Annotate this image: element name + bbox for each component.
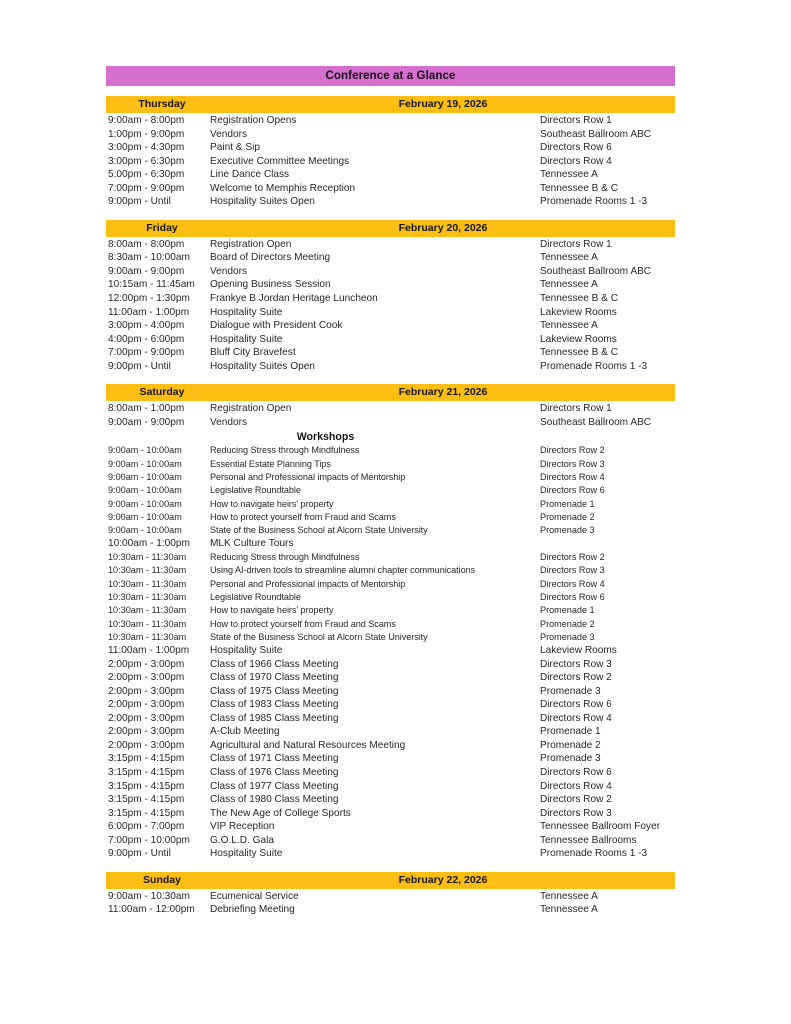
workshops-subheading: Workshops — [296, 431, 355, 444]
event-location: Lakeview Rooms — [540, 306, 617, 318]
event-time: 11:00am - 12:00pm — [108, 904, 195, 916]
schedule-row — [106, 538, 675, 552]
schedule-row — [106, 835, 675, 849]
event-time: 9:00am - 10:00am — [108, 511, 182, 522]
event-location: Promenade 3 — [540, 631, 595, 642]
event-location: Tennessee A — [540, 169, 598, 181]
schedule-row — [106, 252, 675, 266]
event-time: 7:00pm - 10:00pm — [108, 834, 190, 846]
event-title: Registration Open — [210, 403, 292, 415]
schedule-row — [106, 512, 675, 525]
event-time: 10:30am - 11:30am — [108, 565, 187, 576]
day-date: February 20, 2026 — [398, 221, 488, 234]
event-time: 7:00pm - 9:00pm — [108, 347, 185, 359]
schedule-row — [106, 659, 675, 673]
event-location: Directors Row 6 — [540, 699, 612, 711]
day-name: Saturday — [139, 386, 185, 399]
event-time: 10:30am - 11:30am — [108, 631, 187, 642]
schedule-row — [106, 445, 675, 458]
event-location: Tennessee B & C — [540, 182, 618, 194]
schedule-row — [106, 904, 675, 918]
event-time: 8:30am - 10:00am — [108, 252, 190, 264]
schedule-row — [106, 266, 675, 280]
event-location: Directors Row 1 — [540, 238, 612, 250]
event-location: Tennessee A — [540, 252, 598, 264]
event-time: 6:00pm - 7:00pm — [108, 821, 185, 833]
event-title: Class of 1977 Class Meeting — [210, 780, 339, 792]
event-title: Personal and Professional impacts of Mentorship — [210, 471, 406, 482]
event-time: 10:30am - 11:30am — [108, 591, 187, 602]
event-title: Ecumenical Service — [210, 890, 299, 902]
event-title: Opening Business Session — [210, 279, 331, 291]
event-time: 9:00am - 10:00am — [108, 471, 182, 482]
day-date: February 19, 2026 — [398, 98, 488, 110]
schedule-row — [106, 334, 675, 348]
schedule-row — [106, 565, 675, 578]
event-location: Directors Row 1 — [540, 115, 612, 126]
event-location: Promenade 3 — [540, 753, 601, 765]
event-time: 10:30am - 11:30am — [108, 578, 187, 589]
event-time: 9:00am - 8:00pm — [108, 115, 185, 126]
event-location: Directors Row 2 — [540, 552, 605, 563]
event-title: Legislative Roundtable — [210, 591, 301, 602]
section-spacer — [106, 210, 675, 220]
event-time: 3:15pm - 4:15pm — [108, 780, 185, 792]
schedule-row — [106, 525, 675, 538]
event-title: Board of Directors Meeting — [210, 252, 331, 264]
event-location: Promenade Rooms 1 -3 — [540, 360, 648, 372]
schedule-row — [106, 726, 675, 740]
event-time: 9:00am - 10:00am — [108, 525, 182, 536]
day-header-bar — [106, 384, 675, 401]
event-time: 10:30am - 11:30am — [108, 552, 187, 563]
event-location: Promenade 1 — [540, 726, 601, 738]
event-time: 9:00am - 10:00am — [108, 498, 182, 509]
event-location: Tennessee B & C — [540, 293, 618, 305]
schedule-row — [106, 279, 675, 293]
event-title: Personal and Professional impacts of Mentorship — [210, 578, 406, 589]
event-location: Lakeview Rooms — [540, 333, 617, 345]
event-title: Vendors — [210, 265, 248, 277]
schedule-row — [106, 417, 675, 431]
event-location: Directors Row 6 — [540, 767, 612, 779]
event-location: Tennessee A — [540, 904, 598, 916]
schedule-row — [106, 347, 675, 361]
event-title: How to navigate heirs' property — [210, 498, 334, 509]
schedule-rows — [106, 401, 675, 862]
event-title: Vendors — [210, 128, 248, 140]
day-section — [106, 96, 675, 210]
event-title: How to navigate heirs' property — [210, 605, 334, 616]
day-section — [106, 872, 675, 918]
event-title: Class of 1971 Class Meeting — [210, 753, 339, 765]
event-time: 2:00pm - 3:00pm — [108, 685, 185, 697]
event-location: Promenade Rooms 1 -3 — [540, 848, 648, 860]
schedule-row — [106, 320, 675, 334]
event-title: Welcome to Memphis Reception — [210, 182, 356, 194]
event-time: 10:30am - 11:30am — [108, 618, 187, 629]
schedule-row — [106, 632, 675, 645]
event-location: Tennessee A — [540, 320, 598, 332]
event-time: 2:00pm - 3:00pm — [108, 699, 185, 711]
event-location: Directors Row 2 — [540, 794, 612, 806]
event-title: Line Dance Class — [210, 169, 290, 181]
event-title: Class of 1970 Class Meeting — [210, 672, 339, 684]
event-time: 10:30am - 11:30am — [108, 605, 187, 616]
event-title: Using AI-driven tools to streamline alumni chapter communications — [210, 565, 476, 576]
schedule-row — [106, 821, 675, 835]
event-location: Directors Row 4 — [540, 155, 612, 167]
event-title: State of the Business School at Alcorn State University — [210, 525, 428, 536]
event-location: Tennessee A — [540, 890, 598, 902]
event-time: 10:00am - 1:00pm — [108, 538, 190, 550]
event-title: Dialogue with President Cook — [210, 320, 343, 332]
event-location: Southeast Ballroom ABC — [540, 265, 652, 277]
event-location: Promenade 3 — [540, 525, 595, 536]
section-spacer — [106, 862, 675, 872]
day-date: February 21, 2026 — [398, 386, 488, 399]
event-title: Frankye B Jordan Heritage Luncheon — [210, 293, 378, 305]
schedule-rows — [106, 237, 675, 374]
event-time: 4:00pm - 6:00pm — [108, 333, 185, 345]
event-location: Promenade 2 — [540, 511, 595, 522]
schedule-row — [106, 196, 675, 210]
event-location: Promenade 2 — [540, 739, 601, 751]
event-title: Reducing Stress through Mindfulness — [210, 445, 360, 456]
event-time: 7:00pm - 9:00pm — [108, 182, 185, 194]
event-time: 9:00pm - Until — [108, 848, 171, 860]
schedule-row — [106, 293, 675, 307]
day-header-bar — [106, 872, 675, 889]
event-time: 3:15pm - 4:15pm — [108, 807, 185, 819]
event-location: Promenade 1 — [540, 498, 595, 509]
schedule-row — [106, 129, 675, 143]
schedule-row — [106, 142, 675, 156]
event-title: Essential Estate Planning Tips — [210, 458, 331, 469]
event-location: Directors Row 3 — [540, 458, 605, 469]
event-location: Tennessee Ballrooms — [540, 834, 637, 846]
event-location: Promenade 3 — [540, 685, 601, 697]
schedule-row — [106, 459, 675, 472]
event-title: Bluff City Bravefest — [210, 347, 296, 359]
event-title: How to protect yourself from Fraud and Scams — [210, 511, 396, 522]
event-time: 10:15am - 11:45am — [108, 279, 195, 291]
event-title: Class of 1983 Class Meeting — [210, 699, 339, 711]
event-title: Paint & Sip — [210, 142, 260, 154]
event-location: Directors Row 3 — [540, 807, 612, 819]
event-time: 3:00pm - 4:00pm — [108, 320, 185, 332]
day-section — [106, 220, 675, 374]
day-header-bar — [106, 96, 675, 113]
event-title: Class of 1975 Class Meeting — [210, 685, 339, 697]
schedule-rows — [106, 113, 675, 210]
schedule-row — [106, 672, 675, 686]
schedule-row — [106, 156, 675, 170]
event-location: Promenade Rooms 1 -3 — [540, 196, 648, 208]
event-title: G.O.L.D. Gala — [210, 834, 274, 846]
event-time: 9:00pm - Until — [108, 196, 171, 208]
event-title: Legislative Roundtable — [210, 485, 301, 496]
event-title: Registration Open — [210, 238, 292, 250]
schedule-row — [106, 619, 675, 632]
schedule-row — [106, 307, 675, 321]
event-title: A-Club Meeting — [210, 726, 280, 738]
event-time: 9:00am - 10:00am — [108, 485, 182, 496]
schedule-row — [106, 808, 675, 822]
event-time: 3:15pm - 4:15pm — [108, 767, 185, 779]
event-time: 9:00am - 10:30am — [108, 890, 190, 902]
schedule-row — [106, 781, 675, 795]
event-location: Directors Row 3 — [540, 565, 605, 576]
document-title-bar — [106, 66, 675, 86]
schedule-row — [106, 485, 675, 498]
schedule-sheet — [106, 66, 675, 918]
schedule-row — [106, 499, 675, 512]
schedule-row — [106, 713, 675, 727]
section-spacer — [106, 374, 675, 384]
event-time: 2:00pm - 3:00pm — [108, 712, 185, 724]
event-location: Directors Row 3 — [540, 658, 612, 670]
schedule-row — [106, 361, 675, 375]
event-title: VIP Reception — [210, 821, 275, 833]
event-location: Directors Row 4 — [540, 712, 612, 724]
event-title: Class of 1985 Class Meeting — [210, 712, 339, 724]
event-time: 8:00am - 1:00pm — [108, 403, 185, 415]
event-time: 3:00pm - 4:30pm — [108, 142, 185, 154]
event-time: 12:00pm - 1:30pm — [108, 293, 190, 305]
event-title: Hospitality Suites Open — [210, 196, 315, 208]
event-time: 8:00am - 8:00pm — [108, 238, 185, 250]
event-title: Hospitality Suite — [210, 333, 283, 345]
event-title: MLK Culture Tours — [210, 538, 294, 550]
day-name: Sunday — [143, 873, 181, 886]
day-name: Friday — [146, 221, 178, 234]
event-time: 9:00am - 10:00am — [108, 445, 182, 456]
event-time: 11:00am - 1:00pm — [108, 645, 190, 657]
schedule-row — [106, 753, 675, 767]
schedule-row — [106, 183, 675, 197]
event-title: Debriefing Meeting — [210, 904, 295, 916]
event-time: 1:00pm - 9:00pm — [108, 128, 185, 140]
event-location: Tennessee B & C — [540, 347, 618, 359]
days-container — [106, 86, 675, 918]
event-location: Directors Row 4 — [540, 780, 612, 792]
event-location: Directors Row 1 — [540, 403, 612, 415]
day-header-bar — [106, 220, 675, 237]
event-location: Lakeview Rooms — [540, 645, 617, 657]
event-title: Class of 1966 Class Meeting — [210, 658, 339, 670]
event-title: Vendors — [210, 416, 248, 428]
event-title: The New Age of College Sports — [210, 807, 351, 819]
schedule-row — [106, 403, 675, 417]
event-location: Directors Row 4 — [540, 578, 605, 589]
schedule-row — [106, 579, 675, 592]
schedule-row — [106, 472, 675, 485]
event-location: Southeast Ballroom ABC — [540, 416, 652, 428]
event-location: Directors Row 6 — [540, 485, 605, 496]
schedule-row — [106, 645, 675, 659]
event-title: State of the Business School at Alcorn State University — [210, 631, 428, 642]
event-title: Class of 1980 Class Meeting — [210, 794, 339, 806]
event-time: 3:15pm - 4:15pm — [108, 794, 185, 806]
day-section — [106, 384, 675, 862]
schedule-row — [106, 699, 675, 713]
schedule-row — [106, 794, 675, 808]
schedule-row — [106, 891, 675, 905]
event-time: 9:00am - 9:00pm — [108, 265, 185, 277]
day-date: February 22, 2026 — [398, 873, 488, 886]
event-title: Hospitality Suite — [210, 645, 283, 657]
event-time: 2:00pm - 3:00pm — [108, 726, 185, 738]
schedule-row — [106, 115, 675, 129]
schedule-row — [106, 605, 675, 618]
event-time: 2:00pm - 3:00pm — [108, 658, 185, 670]
schedule-row — [106, 552, 675, 565]
event-title: Executive Committee Meetings — [210, 155, 350, 167]
schedule-rows — [106, 889, 675, 918]
schedule-row — [106, 239, 675, 253]
schedule-row — [106, 169, 675, 183]
event-title: Hospitality Suite — [210, 848, 283, 860]
event-time: 2:00pm - 3:00pm — [108, 739, 185, 751]
event-time: 3:15pm - 4:15pm — [108, 753, 185, 765]
event-title: Hospitality Suites Open — [210, 360, 315, 372]
event-title: Registration Opens — [210, 115, 297, 126]
event-title: Hospitality Suite — [210, 306, 283, 318]
section-spacer — [106, 86, 675, 96]
event-location: Directors Row 4 — [540, 471, 605, 482]
event-location: Tennessee A — [540, 279, 598, 291]
event-location: Directors Row 6 — [540, 142, 612, 154]
event-title: Reducing Stress through Mindfulness — [210, 552, 360, 563]
event-location: Promenade 2 — [540, 618, 595, 629]
schedule-row — [106, 767, 675, 781]
event-time: 2:00pm - 3:00pm — [108, 672, 185, 684]
event-time: 5:00pm - 6:30pm — [108, 169, 185, 181]
event-time: 11:00am - 1:00pm — [108, 306, 190, 318]
event-location: Directors Row 2 — [540, 672, 612, 684]
schedule-row — [106, 592, 675, 605]
event-title: Class of 1976 Class Meeting — [210, 767, 339, 779]
event-time: 3:00pm - 6:30pm — [108, 155, 185, 167]
schedule-row — [106, 686, 675, 700]
schedule-row — [106, 740, 675, 754]
event-location: Tennessee Ballroom Foyer — [540, 821, 661, 833]
page-title: Conference at a Glance — [325, 70, 456, 82]
event-title: How to protect yourself from Fraud and Scams — [210, 618, 396, 629]
event-location: Southeast Ballroom ABC — [540, 128, 652, 140]
event-time: 9:00am - 9:00pm — [108, 416, 185, 428]
event-location: Directors Row 6 — [540, 591, 605, 602]
day-name: Thursday — [138, 98, 186, 110]
event-time: 9:00pm - Until — [108, 360, 171, 372]
event-title: Agricultural and Natural Resources Meeting — [210, 739, 406, 751]
event-location: Directors Row 2 — [540, 445, 605, 456]
event-location: Promenade 1 — [540, 605, 595, 616]
schedule-row — [106, 848, 675, 862]
event-time: 9:00am - 10:00am — [108, 458, 182, 469]
